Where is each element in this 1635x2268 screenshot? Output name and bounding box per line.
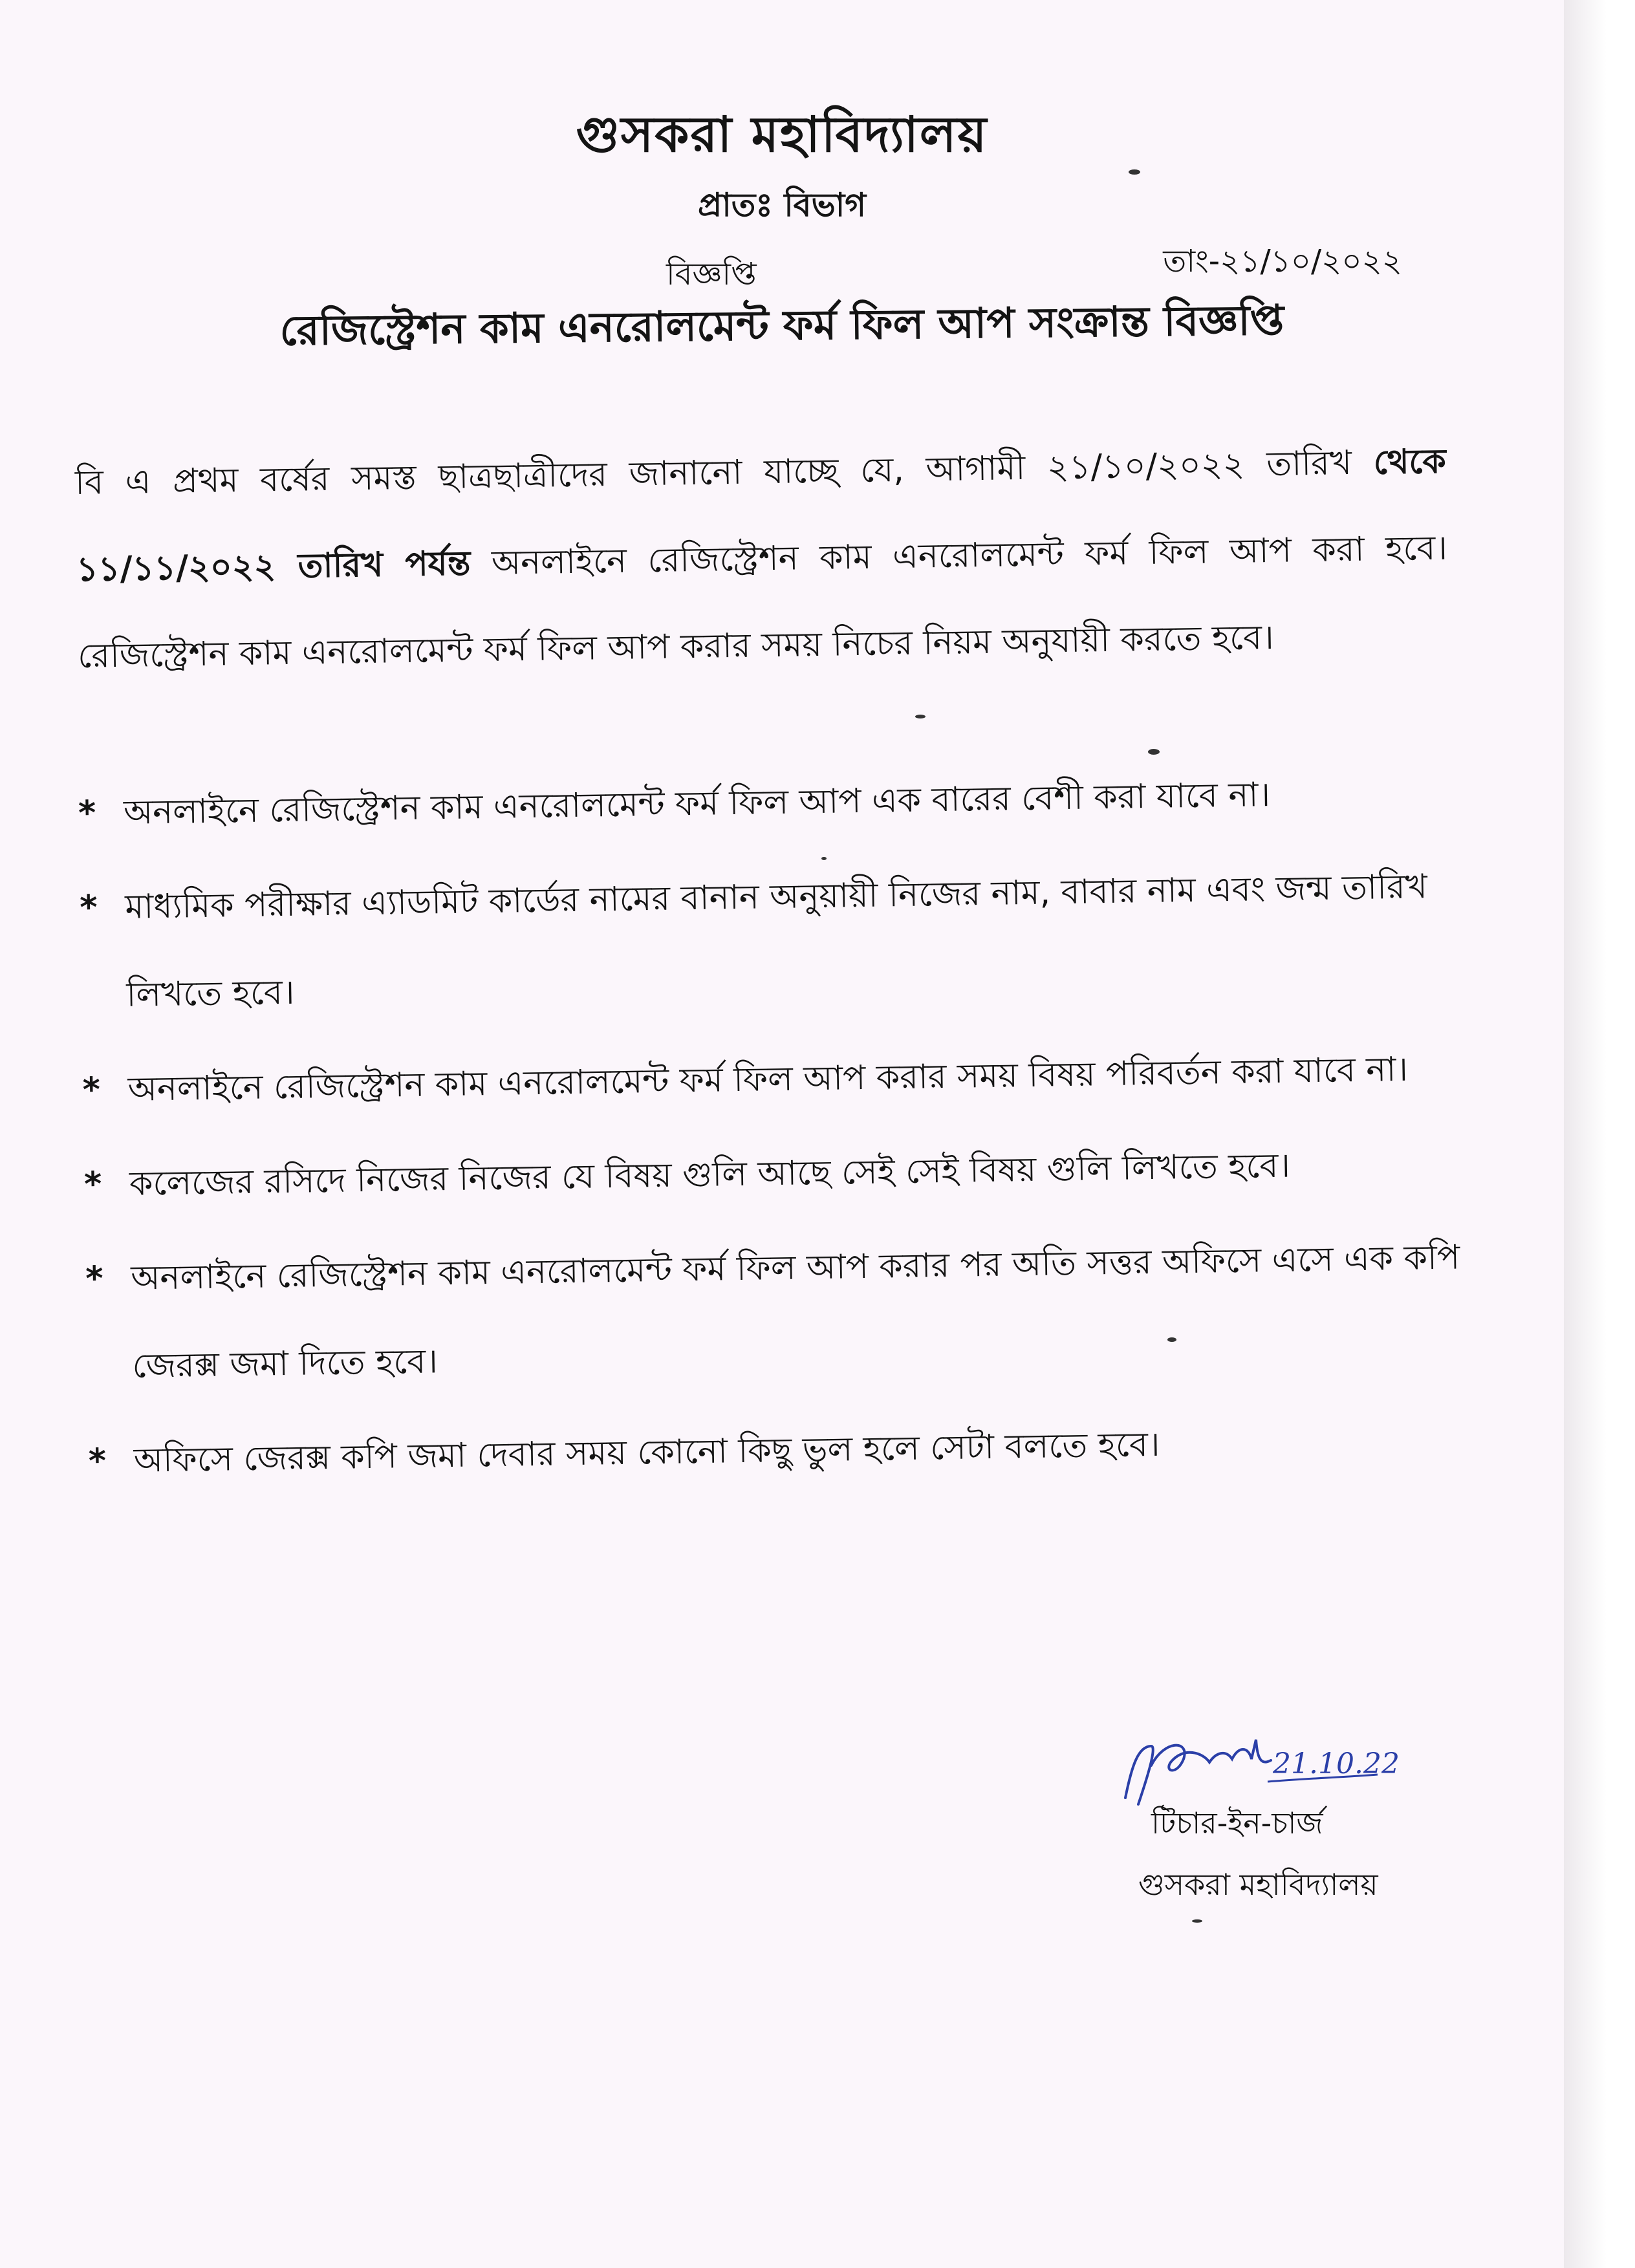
rule-text: অফিসে জেরক্স কপি জমা দেবার সময় কোনো কিছু ভুল হলে সেটা বলতে হবে। — [133, 1425, 1160, 1480]
rule-text: অনলাইনে রেজিস্ট্রেশন কাম এনরোলমেন্ট ফর্ম ফিল আপ করার সময় বিষয় পরিবর্তন করা যাবে না। — [127, 1050, 1409, 1109]
signature-block — [1093, 1727, 1429, 1960]
notice-date: তাং-২১/১০/২০২২ — [1163, 243, 1402, 279]
rule-item — [82, 1024, 1467, 1134]
rule-item — [83, 1119, 1469, 1229]
rules-list — [78, 748, 1473, 1511]
bullet-star-icon: * — [78, 794, 96, 833]
rule-text: কলেজের রসিদে নিজের নিজের যে বিষয় গুলি আছে সেই সেই বিষয় গুলি লিখতে হবে। — [129, 1146, 1291, 1204]
body-text-bold-range: থেকে ১১/১১/২০২২ তারিখ পর্যন্ত — [76, 442, 1447, 589]
rule-item — [88, 1396, 1473, 1506]
rule-item — [78, 748, 1463, 858]
scan-speck — [915, 715, 926, 718]
rule-text: অনলাইনে রেজিস্ট্রেশন কাম এনরোলমেন্ট ফর্ম ফিল আপ করার পর অতি সত্তর অফিসে এসে এক কপি জেরক্স জমা দিতে হবে। — [130, 1238, 1460, 1386]
rule-item — [85, 1213, 1471, 1411]
bullet-star-icon: * — [79, 888, 98, 927]
scan-speck — [1192, 1919, 1202, 1923]
notice-body — [74, 418, 1449, 700]
scan-speck — [821, 857, 827, 860]
department-name: প্রাতঃ বিভাগ — [697, 186, 867, 224]
college-name: গুসকরা মহাবিদ্যালয় — [576, 105, 988, 163]
body-text-part1: বি এ প্রথম বর্ষের সমস্ত ছাত্রছাত্রীদের জানানো যাচ্ছে যে, আগামী ২১/১০/২০২২ তারিখ — [74, 443, 1352, 502]
notice-label: বিজ্ঞপ্তি — [666, 256, 757, 292]
bullet-star-icon: * — [88, 1442, 107, 1481]
notice-subject: রেজিস্ট্রেশন কাম এনরোলমেন্ট ফর্ম ফিল আপ সংক্রান্ত বিজ্ঞপ্তি — [279, 296, 1284, 356]
bullet-star-icon: * — [82, 1070, 101, 1110]
bullet-star-icon: * — [85, 1259, 104, 1299]
body-text-part3: অনলাইনে রেজিস্ট্রেশন কাম এনরোলমেন্ট ফর্ম ফিল আপ করা হবে। রেজিস্ট্রেশন কাম এনরোলমেন্ট ফর্ম ফিল আপ করার সময় নিচের নিয়ম অনুযায়ী করতে হবে। — [77, 528, 1448, 676]
bullet-star-icon: * — [83, 1165, 102, 1204]
signatory-college: গুসকরা মহাবিদ্যালয় — [1138, 1867, 1378, 1902]
rule-text: অনলাইনে রেজিস্ট্রেশন কাম এনরোলমেন্ট ফর্ম ফিল আপ এক বারের বেশী করা যাবে না। — [123, 775, 1271, 832]
scan-speck — [1129, 169, 1140, 175]
scan-speck — [1167, 1337, 1176, 1342]
rule-item — [79, 842, 1466, 1040]
signature-date: 21.10.22 — [1273, 1747, 1400, 1780]
scan-speck — [1148, 749, 1160, 755]
signatory-title: টিচার-ইন-চার্জ — [1151, 1806, 1323, 1841]
rule-text: মাধ্যমিক পরীক্ষার এ্যাডমিট কার্ডের নামের বানান অনুয়ায়ী নিজের নাম, বাবার নাম এবং জন্ম তারিখ লিখতে হবে। — [124, 867, 1428, 1015]
signature-mark — [1112, 1727, 1400, 1811]
scan-margin — [1564, 0, 1635, 2268]
